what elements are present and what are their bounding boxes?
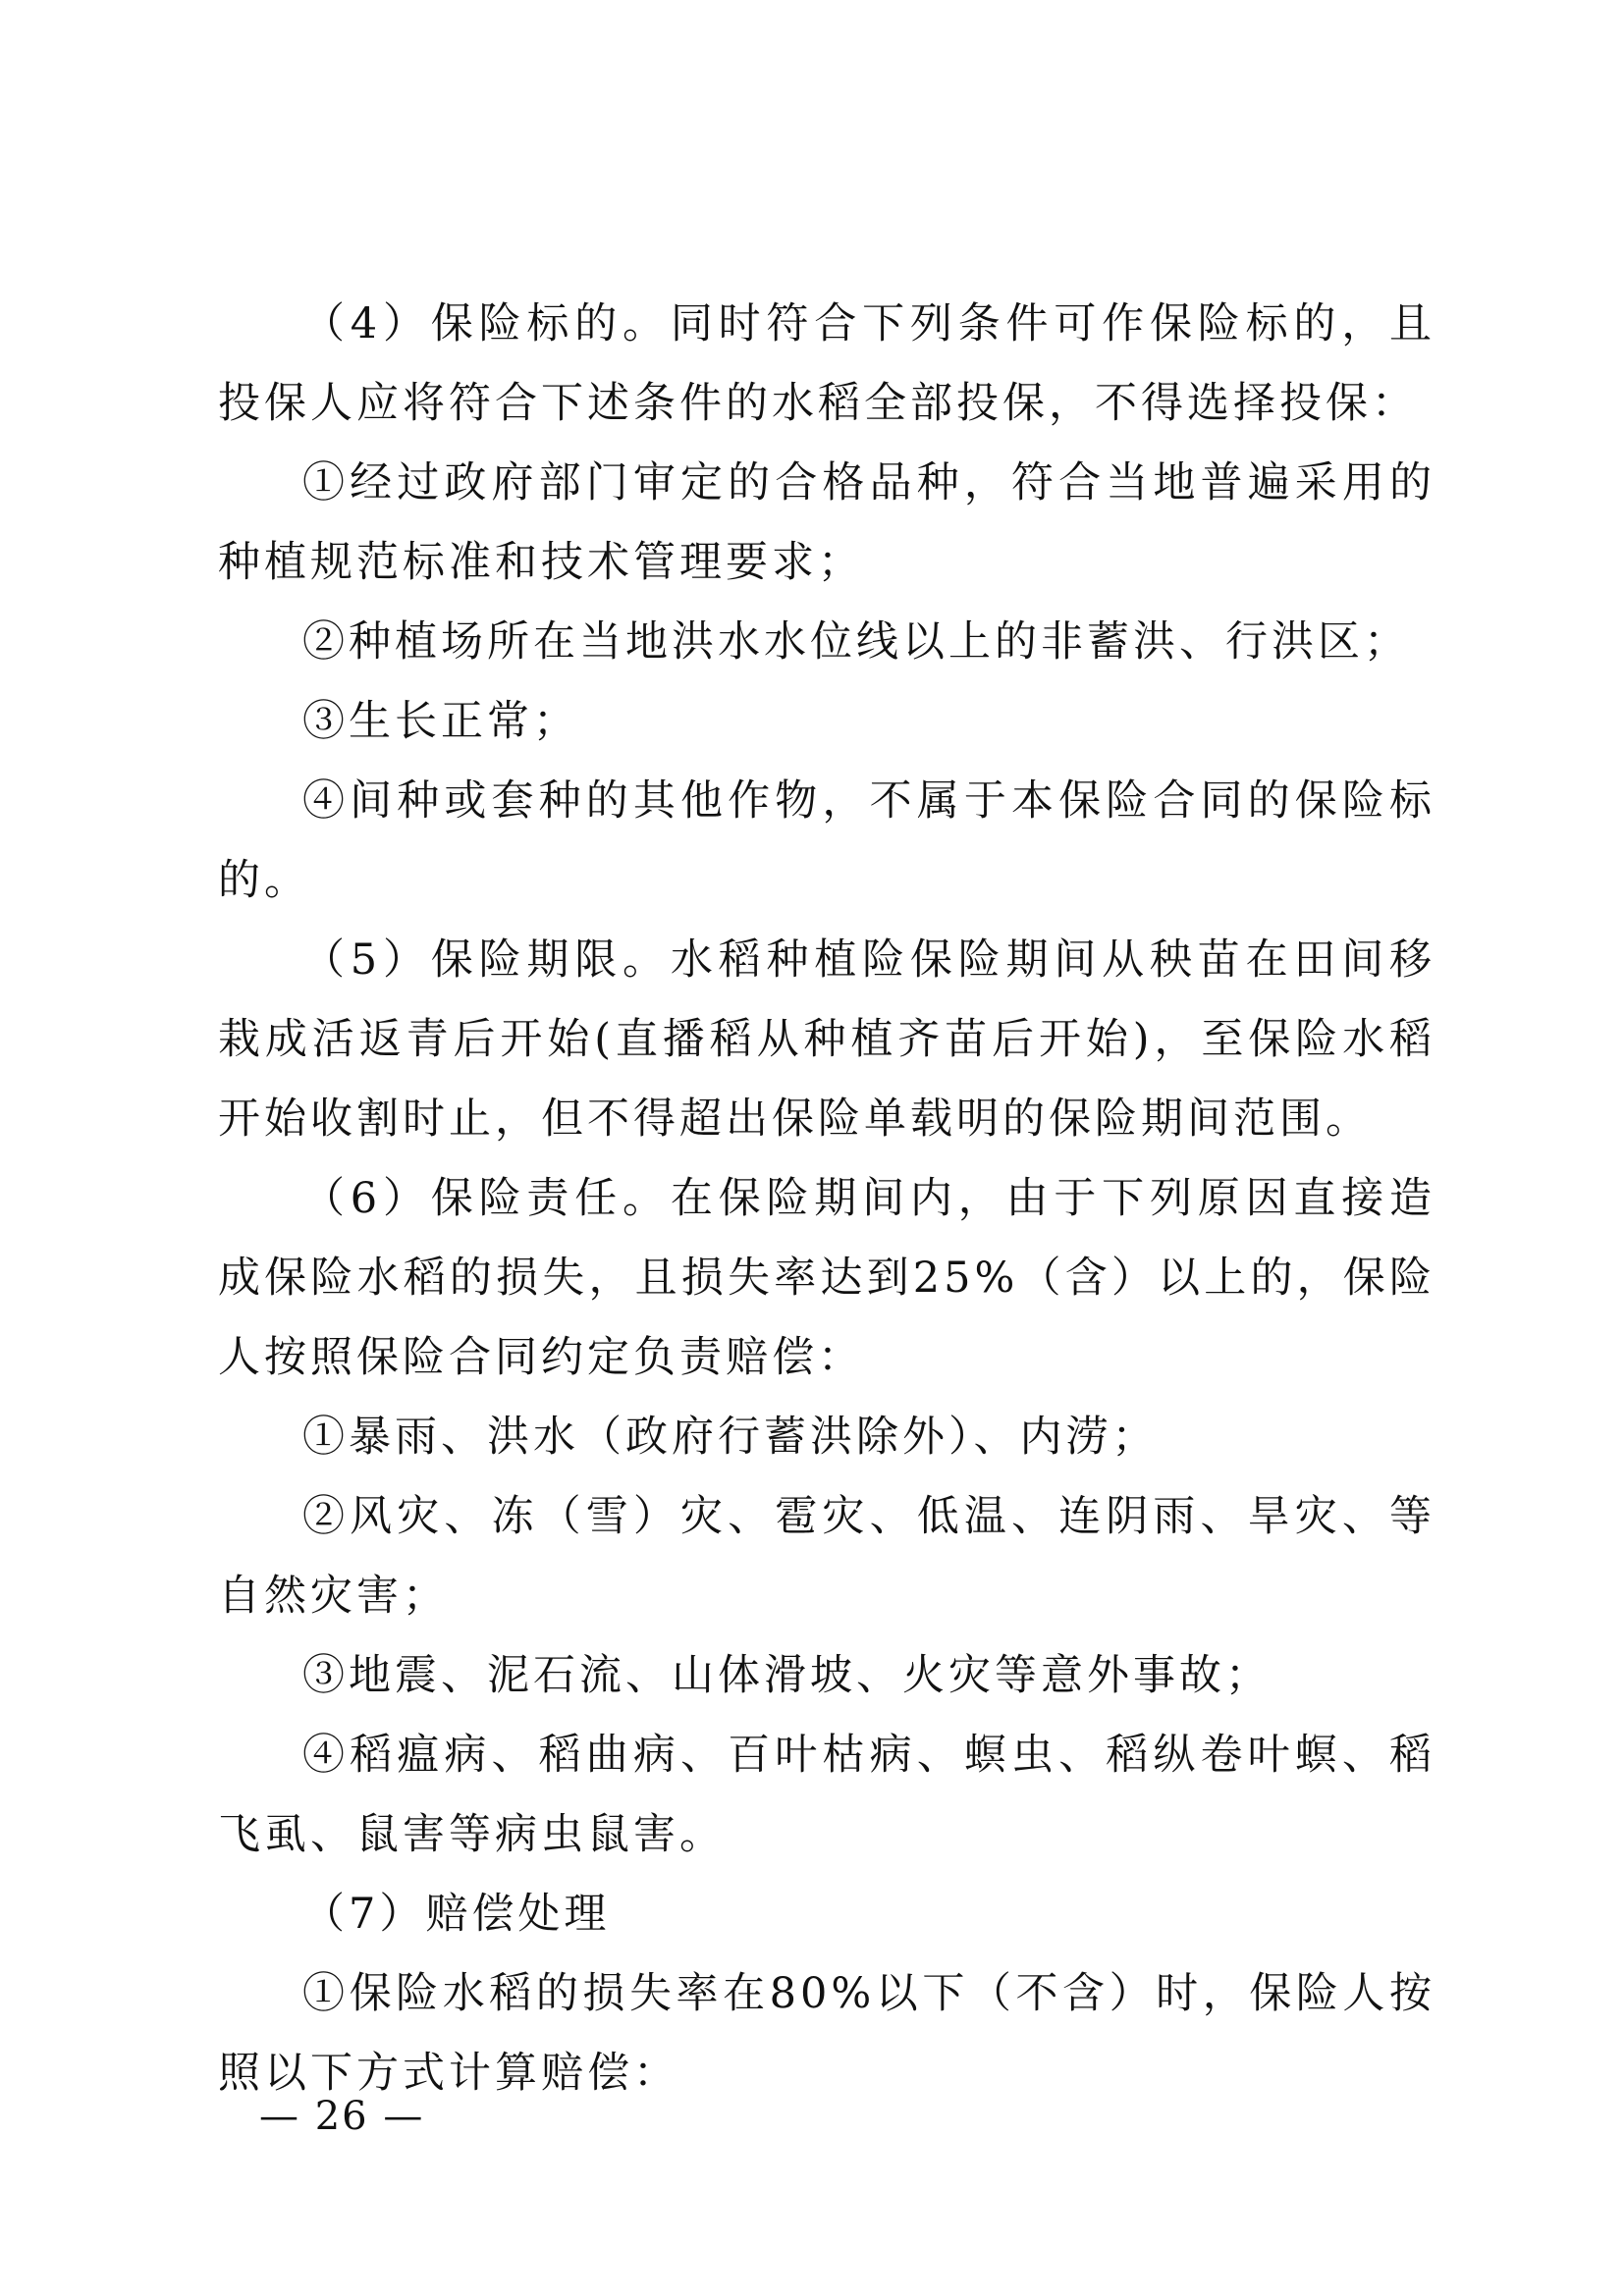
paragraph-condition-2: ②种植场所在当地洪水水位线以上的非蓄洪、行洪区；: [302, 617, 1410, 667]
paragraph-condition-3: ③生长正常；: [302, 697, 579, 746]
paragraph-liability-2: ②风灾、冻（雪）灾、雹灾、低温、连阴雨、旱灾、等自然灾害；: [218, 1492, 1435, 1621]
paragraph-compensation-heading: （7）赔偿处理: [302, 1890, 611, 1939]
page-number: — 26 —: [259, 2094, 425, 2139]
paragraph-insurance-liability: （6）保险责任。在保险期间内，由于下列原因直接造成保险水稻的损失，且损失率达到25%（含）以上的，保险人按照保险合同约定负责赔偿：: [218, 1174, 1435, 1382]
paragraph-insured-subject: （4）保险标的。同时符合下列条件可作保险标的，且投保人应将符合下述条件的水稻全部投保，不得选择投保：: [218, 299, 1435, 428]
paragraph-insurance-period: （5）保险期限。水稻种植险保险期间从秧苗在田间移栽成活返青后开始(直播稻从种植齐苗后开始)，至保险水稻开始收割时止，但不得超出保险单载明的保险期间范围。: [218, 935, 1435, 1144]
paragraph-condition-1: ①经过政府部门审定的合格品种，符合当地普遍采用的种植规范标准和技术管理要求；: [218, 458, 1435, 587]
paragraph-liability-4: ④稻瘟病、稻曲病、百叶枯病、螟虫、稻纵卷叶螟、稻飞虱、鼠害等病虫鼠害。: [218, 1731, 1435, 1859]
paragraph-compensation-1: ①保险水稻的损失率在80%以下（不含）时，保险人按照以下方式计算赔偿：: [218, 1969, 1435, 2098]
body-text: [218, 285, 1435, 2113]
paragraph-liability-1: ①暴雨、洪水（政府行蓄洪除外）、内涝；: [302, 1413, 1159, 1462]
paragraph-condition-4: ④间种或套种的其他作物，不属于本保险合同的保险标的。: [218, 776, 1435, 905]
paragraph-liability-3: ③地震、泥石流、山体滑坡、火灾等意外事故；: [302, 1651, 1272, 1700]
